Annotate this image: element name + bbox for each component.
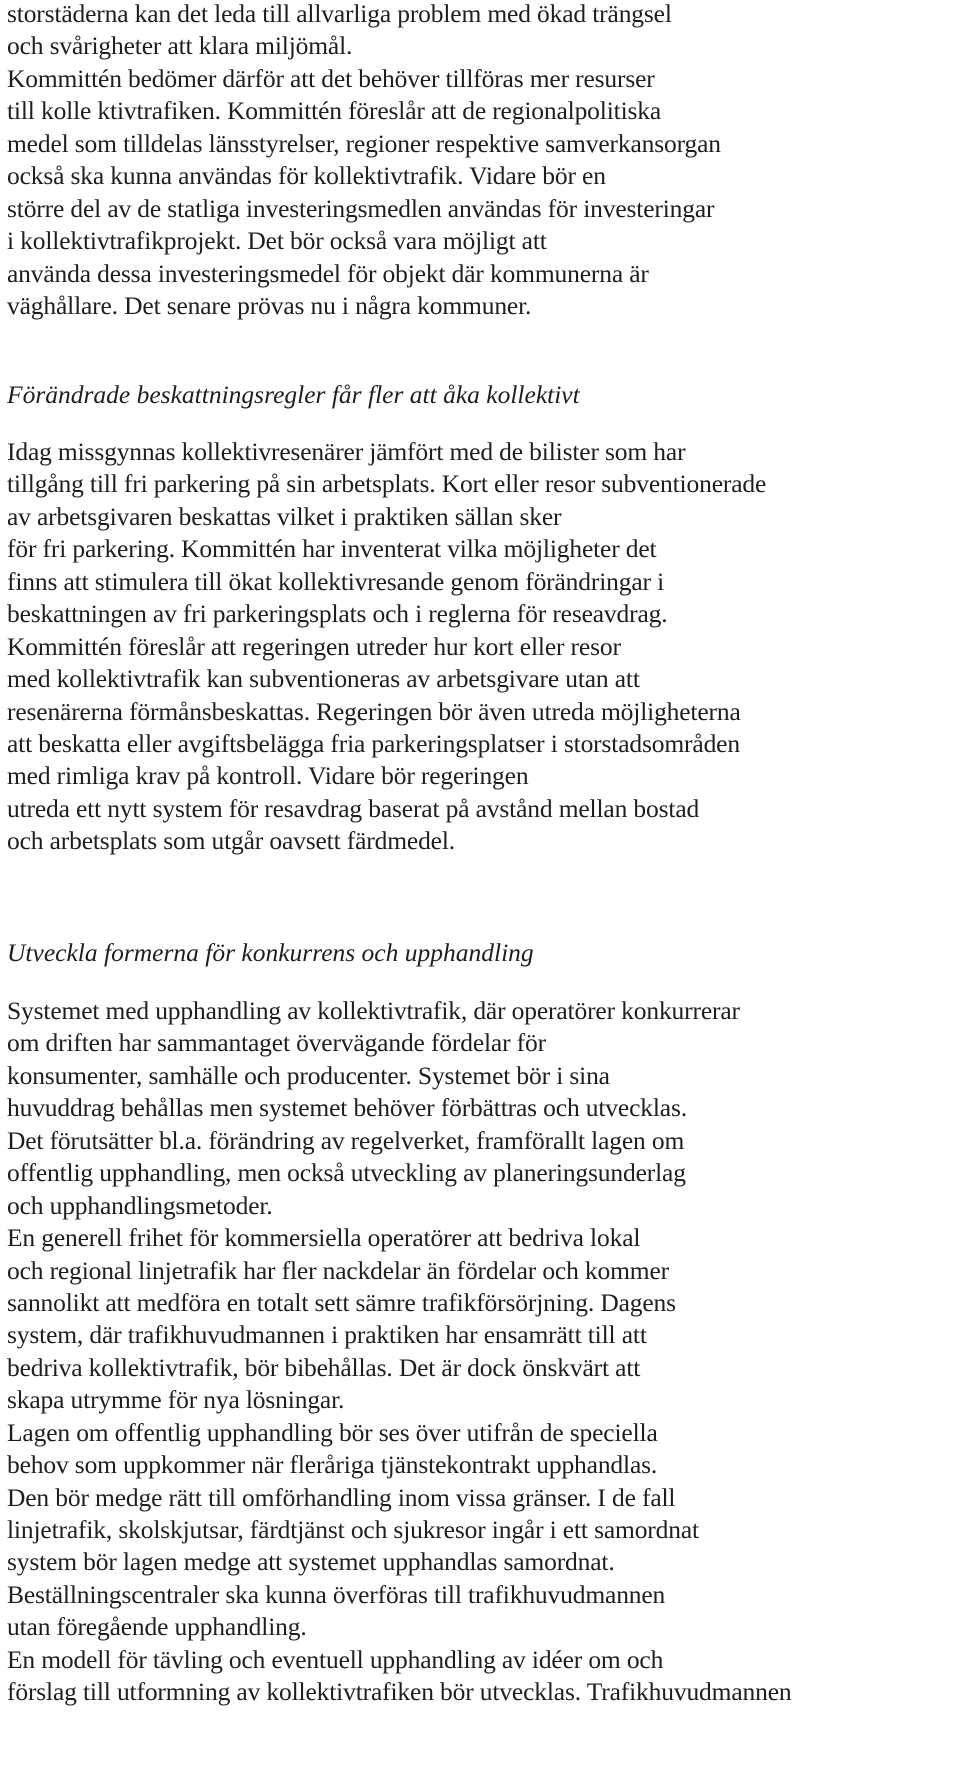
text-line: Lagen om offentlig upphandling bör ses över utifrån de speciella bbox=[7, 1417, 658, 1447]
text-line: använda dessa investeringsmedel för objekt där kommunerna är bbox=[7, 258, 649, 288]
text-line: utan föregående upphandling. bbox=[7, 1612, 307, 1642]
text-line: behov som uppkommer när fleråriga tjänstekontrakt upphandlas. bbox=[7, 1450, 658, 1480]
text-line: system, där trafikhuvudmannen i praktiken har ensamrätt till att bbox=[7, 1320, 647, 1350]
paragraph-block bbox=[7, 995, 959, 1709]
text-line: större del av de statliga investeringsmedlen användas för investeringar bbox=[7, 193, 715, 223]
text-line: utreda ett nytt system för resavdrag baserat på avstånd mellan bostad bbox=[7, 793, 700, 823]
text-line: med kollektivtrafik kan subventioneras av arbetsgivare utan att bbox=[7, 664, 640, 694]
text-line: med rimliga krav på kontroll. Vidare bör regeringen bbox=[7, 761, 529, 791]
text-line: Kommittén föreslår att regeringen utreder hur kort eller resor bbox=[7, 631, 621, 661]
paragraph-block bbox=[7, 436, 959, 858]
text-line: En generell frihet för kommersiella operatörer att bedriva lokal bbox=[7, 1223, 641, 1253]
section-heading: Utveckla formerna för konkurrens och upphandling bbox=[7, 938, 534, 967]
text-line: att beskatta eller avgiftsbelägga fria parkeringsplatser i storstadsområden bbox=[7, 728, 740, 758]
text-line: tillgång till fri parkering på sin arbetsplats. Kort eller resor subventionerade bbox=[7, 469, 767, 499]
text-line: Systemet med upphandling av kollektivtrafik, där operatörer konkurrerar bbox=[7, 996, 740, 1025]
text-line: förslag till utformning av kollektivtrafiken bör utvecklas. Trafikhuvudmannen bbox=[7, 1677, 792, 1707]
text-line: också ska kunna användas för kollektivtrafik. Vidare bör en bbox=[7, 161, 606, 191]
text-line: system bör lagen medge att systemet upphandlas samordnat. bbox=[7, 1547, 615, 1577]
text-line: Det förutsätter bl.a. förändring av regelverket, framförallt lagen om bbox=[7, 1125, 685, 1155]
text-line: sannolikt att medföra en totalt sett sämre trafikförsörjning. Dagens bbox=[7, 1287, 676, 1317]
text-line: om driften har sammantaget övervägande fördelar för bbox=[7, 1028, 546, 1058]
text-line: väghållare. Det senare prövas nu i några kommuner. bbox=[7, 290, 532, 320]
text-line: skapa utrymme för nya lösningar. bbox=[7, 1385, 345, 1415]
text-line: finns att stimulera till ökat kollektivresande genom förändringar i bbox=[7, 566, 665, 596]
text-line: En modell för tävling och eventuell upphandling av idéer om och bbox=[7, 1644, 664, 1674]
text-line: bedriva kollektivtrafik, bör bibehållas. Det är dock önskvärt att bbox=[7, 1352, 641, 1382]
paragraph-block bbox=[7, 0, 959, 322]
text-line: och svårigheter att klara miljömål. bbox=[7, 31, 353, 61]
text-line: konsumenter, samhälle och producenter. Systemet bör i sina bbox=[7, 1060, 610, 1090]
text-line: Idag missgynnas kollektivresenärer jämfört med de bilister som har bbox=[7, 437, 686, 466]
text-line: i kollektivtrafikprojekt. Det bör också vara möjligt att bbox=[7, 226, 547, 256]
text-line: beskattningen av fri parkeringsplats och i reglerna för reseavdrag. bbox=[7, 599, 668, 629]
text-line: offentlig upphandling, men också utveckling av planeringsunderlag bbox=[7, 1158, 686, 1188]
text-line: till kolle ktivtrafiken. Kommittén föreslår att de regionalpolitiska bbox=[7, 96, 662, 126]
text-line: Den bör medge rätt till omförhandling inom vissa gränser. I de fall bbox=[7, 1482, 676, 1512]
text-line: Kommittén bedömer därför att det behöver tillföras mer resurser bbox=[7, 63, 655, 93]
text-line: av arbetsgivaren beskattas vilket i praktiken sällan sker bbox=[7, 501, 562, 531]
text-line: och arbetsplats som utgår oavsett färdmedel. bbox=[7, 826, 456, 856]
text-line: storstäderna kan det leda till allvarliga problem med ökad trängsel bbox=[7, 0, 672, 28]
text-line: och upphandlingsmetoder. bbox=[7, 1190, 273, 1220]
text-line: linjetrafik, skolskjutsar, färdtjänst och sjukresor ingår i ett samordnat bbox=[7, 1515, 699, 1544]
text-line: för fri parkering. Kommittén har inventerat vilka möjligheter det bbox=[7, 534, 657, 564]
text-line: och regional linjetrafik har fler nackdelar än fördelar och kommer bbox=[7, 1255, 669, 1285]
text-line: medel som tilldelas länsstyrelser, regioner respektive samverkansorgan bbox=[7, 128, 721, 158]
text-line: Beställningscentraler ska kunna överföras till trafikhuvudmannen bbox=[7, 1579, 666, 1609]
text-line: resenärerna förmånsbeskattas. Regeringen bör även utreda möjligheterna bbox=[7, 696, 741, 726]
section-heading: Förändrade beskattningsregler får fler att åka kollektivt bbox=[7, 380, 580, 409]
text-line: huvuddrag behållas men systemet behöver förbättras och utvecklas. bbox=[7, 1093, 687, 1123]
